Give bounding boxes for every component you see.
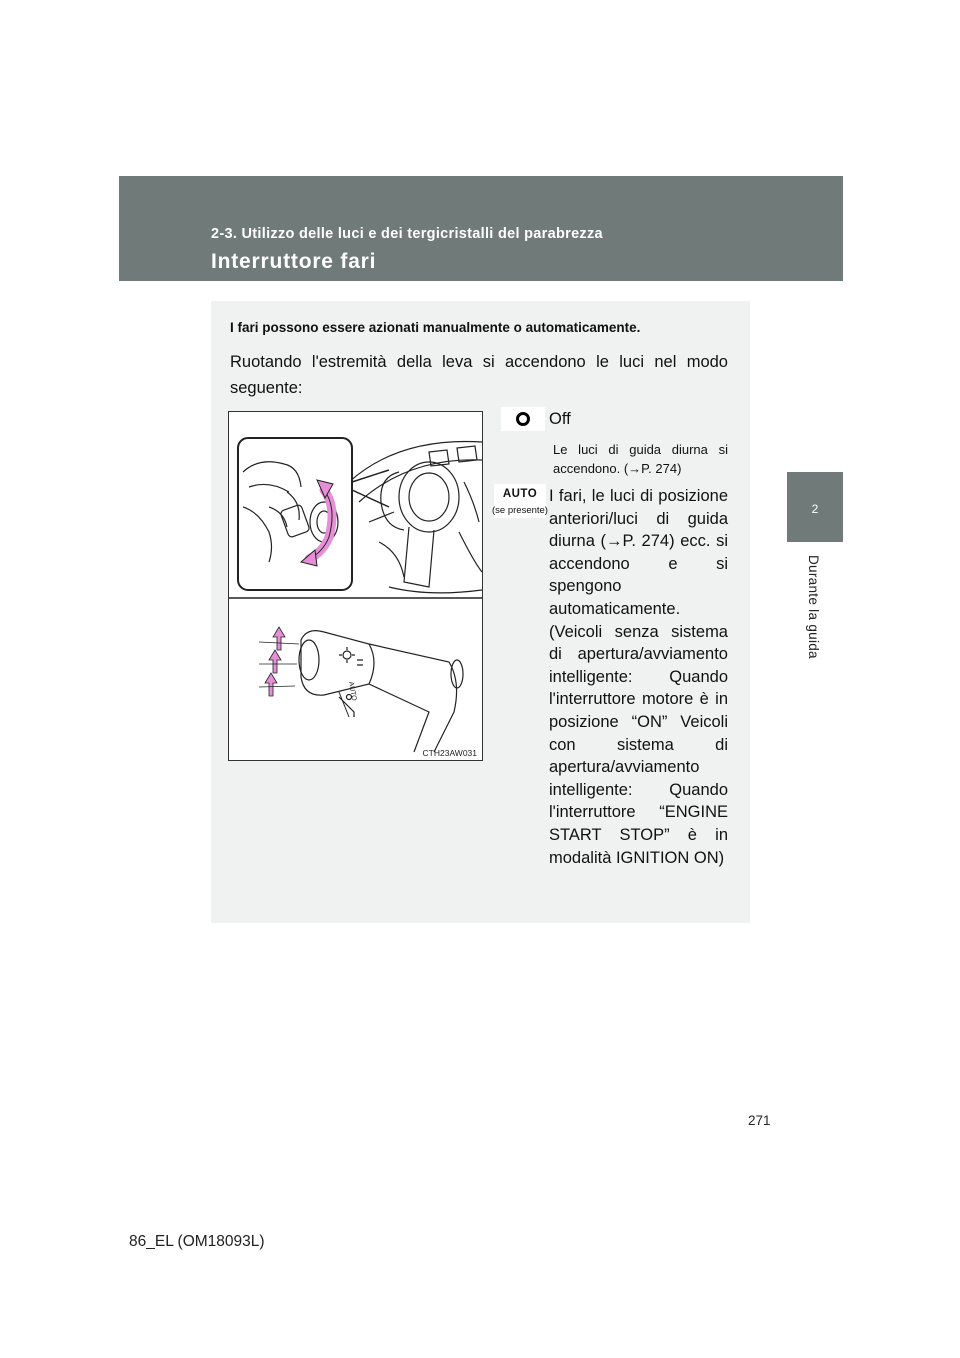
lead-text: Ruotando l'estremità della leva si accendono le luci nel modo seguente: (230, 353, 728, 397)
auto-icon-subtext: (se presente) (492, 505, 548, 516)
document-code: 86_EL (OM18093L) (129, 1233, 265, 1250)
headlight-switch-illustration (228, 411, 483, 761)
off-ring-icon (501, 407, 545, 431)
section-title: 2-3. Utilizzo delle luci e dei tergicristalli del parabrezza (211, 226, 603, 242)
off-label: Off (549, 410, 571, 428)
illustration-drawing (229, 412, 482, 760)
auto-icon: AUTO (502, 488, 538, 500)
off-position-icon-box (501, 407, 545, 431)
intro-text: I fari possono essere azionati manualmente o automaticamente. (230, 320, 641, 335)
chapter-tab (787, 472, 843, 542)
auto-description: I fari, le luci di posizione anteriori/luci di guida diurna (→P. 274) ecc. si accendono e si spengono automaticamente. (Veicoli senza sistema di apertura/avviamento intelligente: Quando l'interruttore motore è in posizione “ON” Veicoli con sistema di apertura/avviamento intelligente: Quando l'interruttore “ENGINE START STOP” è in modalità IGNITION ON) (549, 487, 728, 867)
off-note: Le luci di guida diurna si accendono. (→P. 274) (553, 442, 728, 476)
chapter-number: 2 (811, 502, 819, 516)
page-title: Interruttore fari (211, 250, 377, 273)
svg-text:AUTO: AUTO (347, 681, 358, 702)
auto-position-icon-box (494, 484, 546, 518)
page-number: 271 (748, 1113, 771, 1128)
figure-code: CTH23AW031 (422, 748, 477, 758)
chapter-label: Durante la guida (806, 555, 821, 659)
content-box (211, 301, 750, 923)
page-header (119, 176, 843, 281)
